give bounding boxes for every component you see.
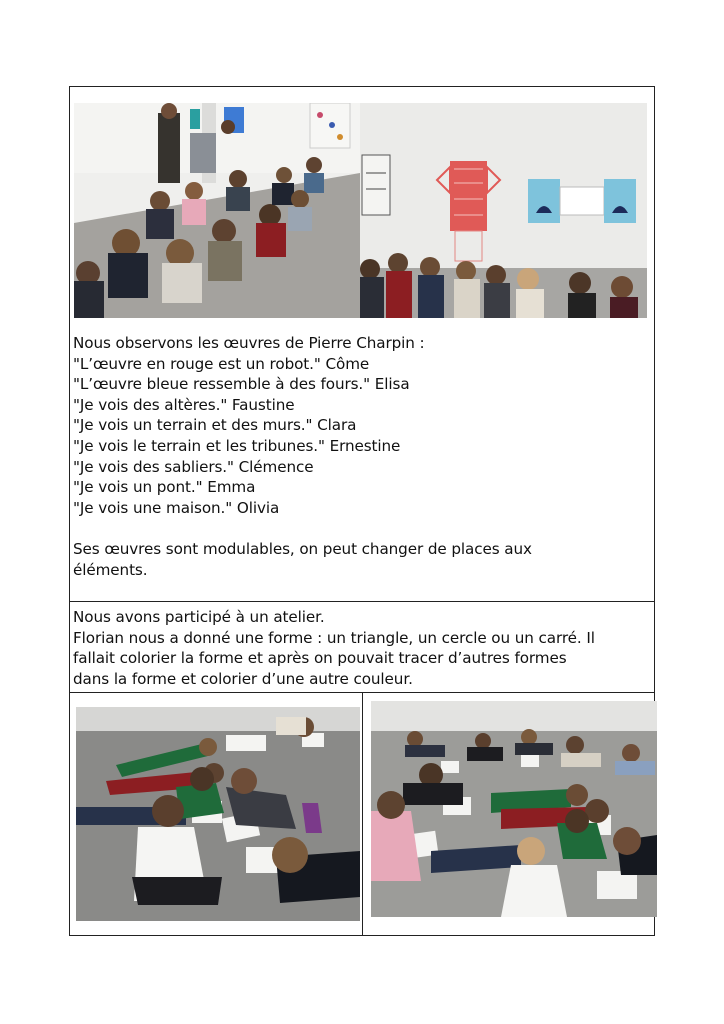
- closing-line: Ses œuvres sont modulables, on peut changer de places aux: [73, 539, 532, 558]
- intro-line: Nous observons les œuvres de Pierre Charpin :: [73, 334, 425, 352]
- quote-line: "Je vois un terrain et des murs." Clara: [73, 416, 357, 435]
- children-drawing-on-floor-photo: [76, 707, 360, 921]
- row-divider-1: [69, 601, 655, 602]
- workshop-text: [73, 607, 595, 689]
- quote-line: "Je vois un pont." Emma: [73, 478, 256, 497]
- quote-line: "L’œuvre bleue ressemble à des fours." Elisa: [73, 375, 410, 394]
- children-seated-in-gallery-photo: [74, 103, 360, 318]
- workshop-line: Florian nous a donné une forme : un triangle, un cercle ou un carré. Il: [73, 628, 595, 647]
- column-divider: [362, 692, 363, 936]
- closing-line: éléments.: [73, 560, 148, 579]
- workshop-line: fallait colorier la forme et après on pouvait tracer d’autres formes: [73, 649, 567, 668]
- children-drawing-in-circle-photo: [371, 701, 657, 917]
- quote-line: "L’œuvre en rouge est un robot." Côme: [73, 354, 370, 373]
- children-viewing-artworks-photo: [360, 103, 647, 318]
- workshop-line: Nous avons participé à un atelier.: [73, 608, 325, 626]
- quote-line: "Je vois des sabliers." Clémence: [73, 457, 314, 476]
- quote-line: "Je vois le terrain et les tribunes." Ernestine: [73, 436, 401, 455]
- quote-line: "Je vois une maison." Olivia: [73, 498, 280, 517]
- quote-line: "Je vois des altères." Faustine: [73, 395, 295, 414]
- workshop-line: dans la forme et colorier d’une autre couleur.: [73, 669, 413, 688]
- observation-text: [73, 333, 532, 580]
